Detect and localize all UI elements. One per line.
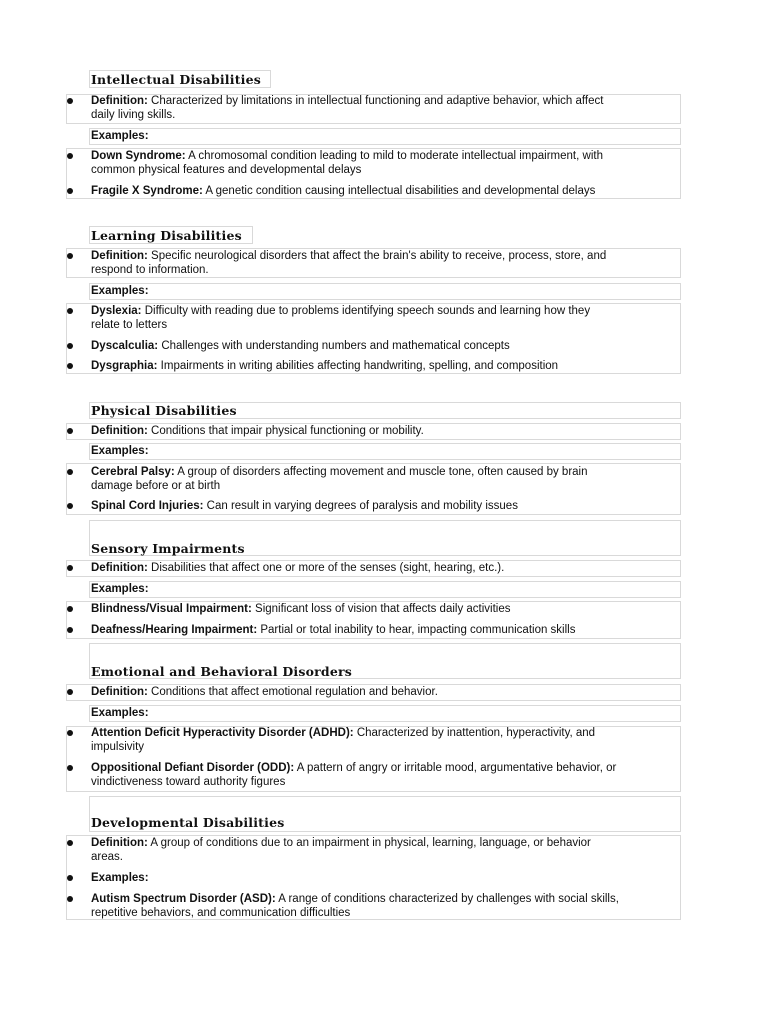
bullet [67, 730, 73, 736]
definition-line: Definition: Specific neurological disorders that affect the brain's ability to receive, process, store, and [91, 250, 607, 262]
bullet [67, 253, 73, 259]
bullet [67, 308, 73, 314]
bullet [67, 343, 73, 349]
definition-line: Definition: Conditions that affect emotional regulation and behavior. [91, 686, 438, 698]
bullet [67, 875, 73, 881]
bullet [67, 606, 73, 612]
bullet [67, 840, 73, 846]
section-heading: Physical Disabilities [91, 403, 237, 418]
definition-line-2: respond to information. [91, 264, 209, 276]
example-item: Dyslexia: Difficulty with reading due to problems identifying speech sounds and learning how they [91, 305, 591, 317]
example-item-line-2: vindictiveness toward authority figures [91, 776, 286, 788]
bullet [67, 428, 73, 434]
bullet [67, 565, 73, 571]
definition-line: Definition: Conditions that impair physical functioning or mobility. [91, 425, 424, 437]
section-heading: Sensory Impairments [91, 541, 245, 556]
example-item: Dyscalculia: Challenges with understanding numbers and mathematical concepts [91, 340, 510, 352]
bullet [67, 689, 73, 695]
bullet [67, 503, 73, 509]
bullet [67, 469, 73, 475]
examples-box [89, 581, 681, 598]
definition-label: Definition: [91, 95, 148, 107]
bullet [67, 896, 73, 902]
example-term: Fragile X Syndrome: [91, 185, 203, 197]
bullet [67, 98, 73, 104]
bullet [67, 627, 73, 633]
example-item [91, 184, 595, 198]
example-text: A chromosomal condition leading to mild to moderate intellectual impairment, with [185, 150, 603, 162]
bullet [67, 153, 73, 159]
example-item: Autism Spectrum Disorder (ASD): A range of conditions characterized by challenges with social skills, [91, 893, 619, 905]
examples-box [89, 128, 681, 145]
examples-label: Examples: [91, 707, 149, 719]
example-item: Attention Deficit Hyperactivity Disorder (ADHD): Characterized by inattention, hyperactivity, and [91, 727, 596, 739]
bullet [67, 765, 73, 771]
example-text: A genetic condition causing intellectual disabilities and developmental delays [202, 185, 596, 197]
example-item: Blindness/Visual Impairment: Significant loss of vision that affects daily activities [91, 603, 511, 615]
section-heading: Emotional and Behavioral Disorders [91, 664, 353, 679]
example-item-line-2: common physical features and developmental delays [91, 164, 362, 176]
examples-label: Examples: [91, 583, 149, 595]
example-item: Dysgraphia: Impairments in writing abilities affecting handwriting, spelling, and composition [91, 360, 559, 372]
example-item-line-2: relate to letters [91, 319, 168, 331]
definition-line: Definition: Disabilities that affect one or more of the senses (sight, hearing, etc.). [91, 562, 505, 574]
examples-box [89, 443, 681, 460]
example-item-line-2: impulsivity [91, 741, 145, 753]
definition-line-2: daily living skills. [91, 109, 176, 121]
section-heading: Developmental Disabilities [91, 815, 285, 830]
example-item: Spinal Cord Injuries: Can result in varying degrees of paralysis and mobility issues [91, 500, 518, 512]
example-item-line-2: damage before or at birth [91, 480, 221, 492]
example-item: Deafness/Hearing Impairment: Partial or total inability to hear, impacting communication skills [91, 624, 576, 636]
definition-line [91, 94, 603, 108]
bullet [67, 363, 73, 369]
section-heading: Learning Disabilities [91, 228, 242, 243]
example-term: Down Syndrome: [91, 150, 186, 162]
examples-box [89, 705, 681, 722]
definition-line: Definition: A group of conditions due to an impairment in physical, learning, language, or behavior [91, 837, 591, 849]
examples-label: Examples: [91, 445, 149, 457]
example-item [91, 149, 603, 163]
section-heading: Intellectual Disabilities [91, 72, 262, 87]
examples-box [89, 283, 681, 300]
examples-label: Examples: [91, 130, 149, 142]
example-item-line-2: repetitive behaviors, and communication difficulties [91, 907, 351, 919]
definition-text: Characterized by limitations in intellectual functioning and adaptive behavior, which affect [147, 95, 604, 107]
example-item: Oppositional Defiant Disorder (ODD): A pattern of angry or irritable mood, argumentative behavior, or [91, 762, 617, 774]
example-item: Cerebral Palsy: A group of disorders affecting movement and muscle tone, often caused by brain [91, 466, 588, 478]
examples-label: Examples: [91, 872, 149, 884]
examples-label: Examples: [91, 285, 149, 297]
definition-line-2: areas. [91, 851, 123, 863]
bullet [67, 188, 73, 194]
